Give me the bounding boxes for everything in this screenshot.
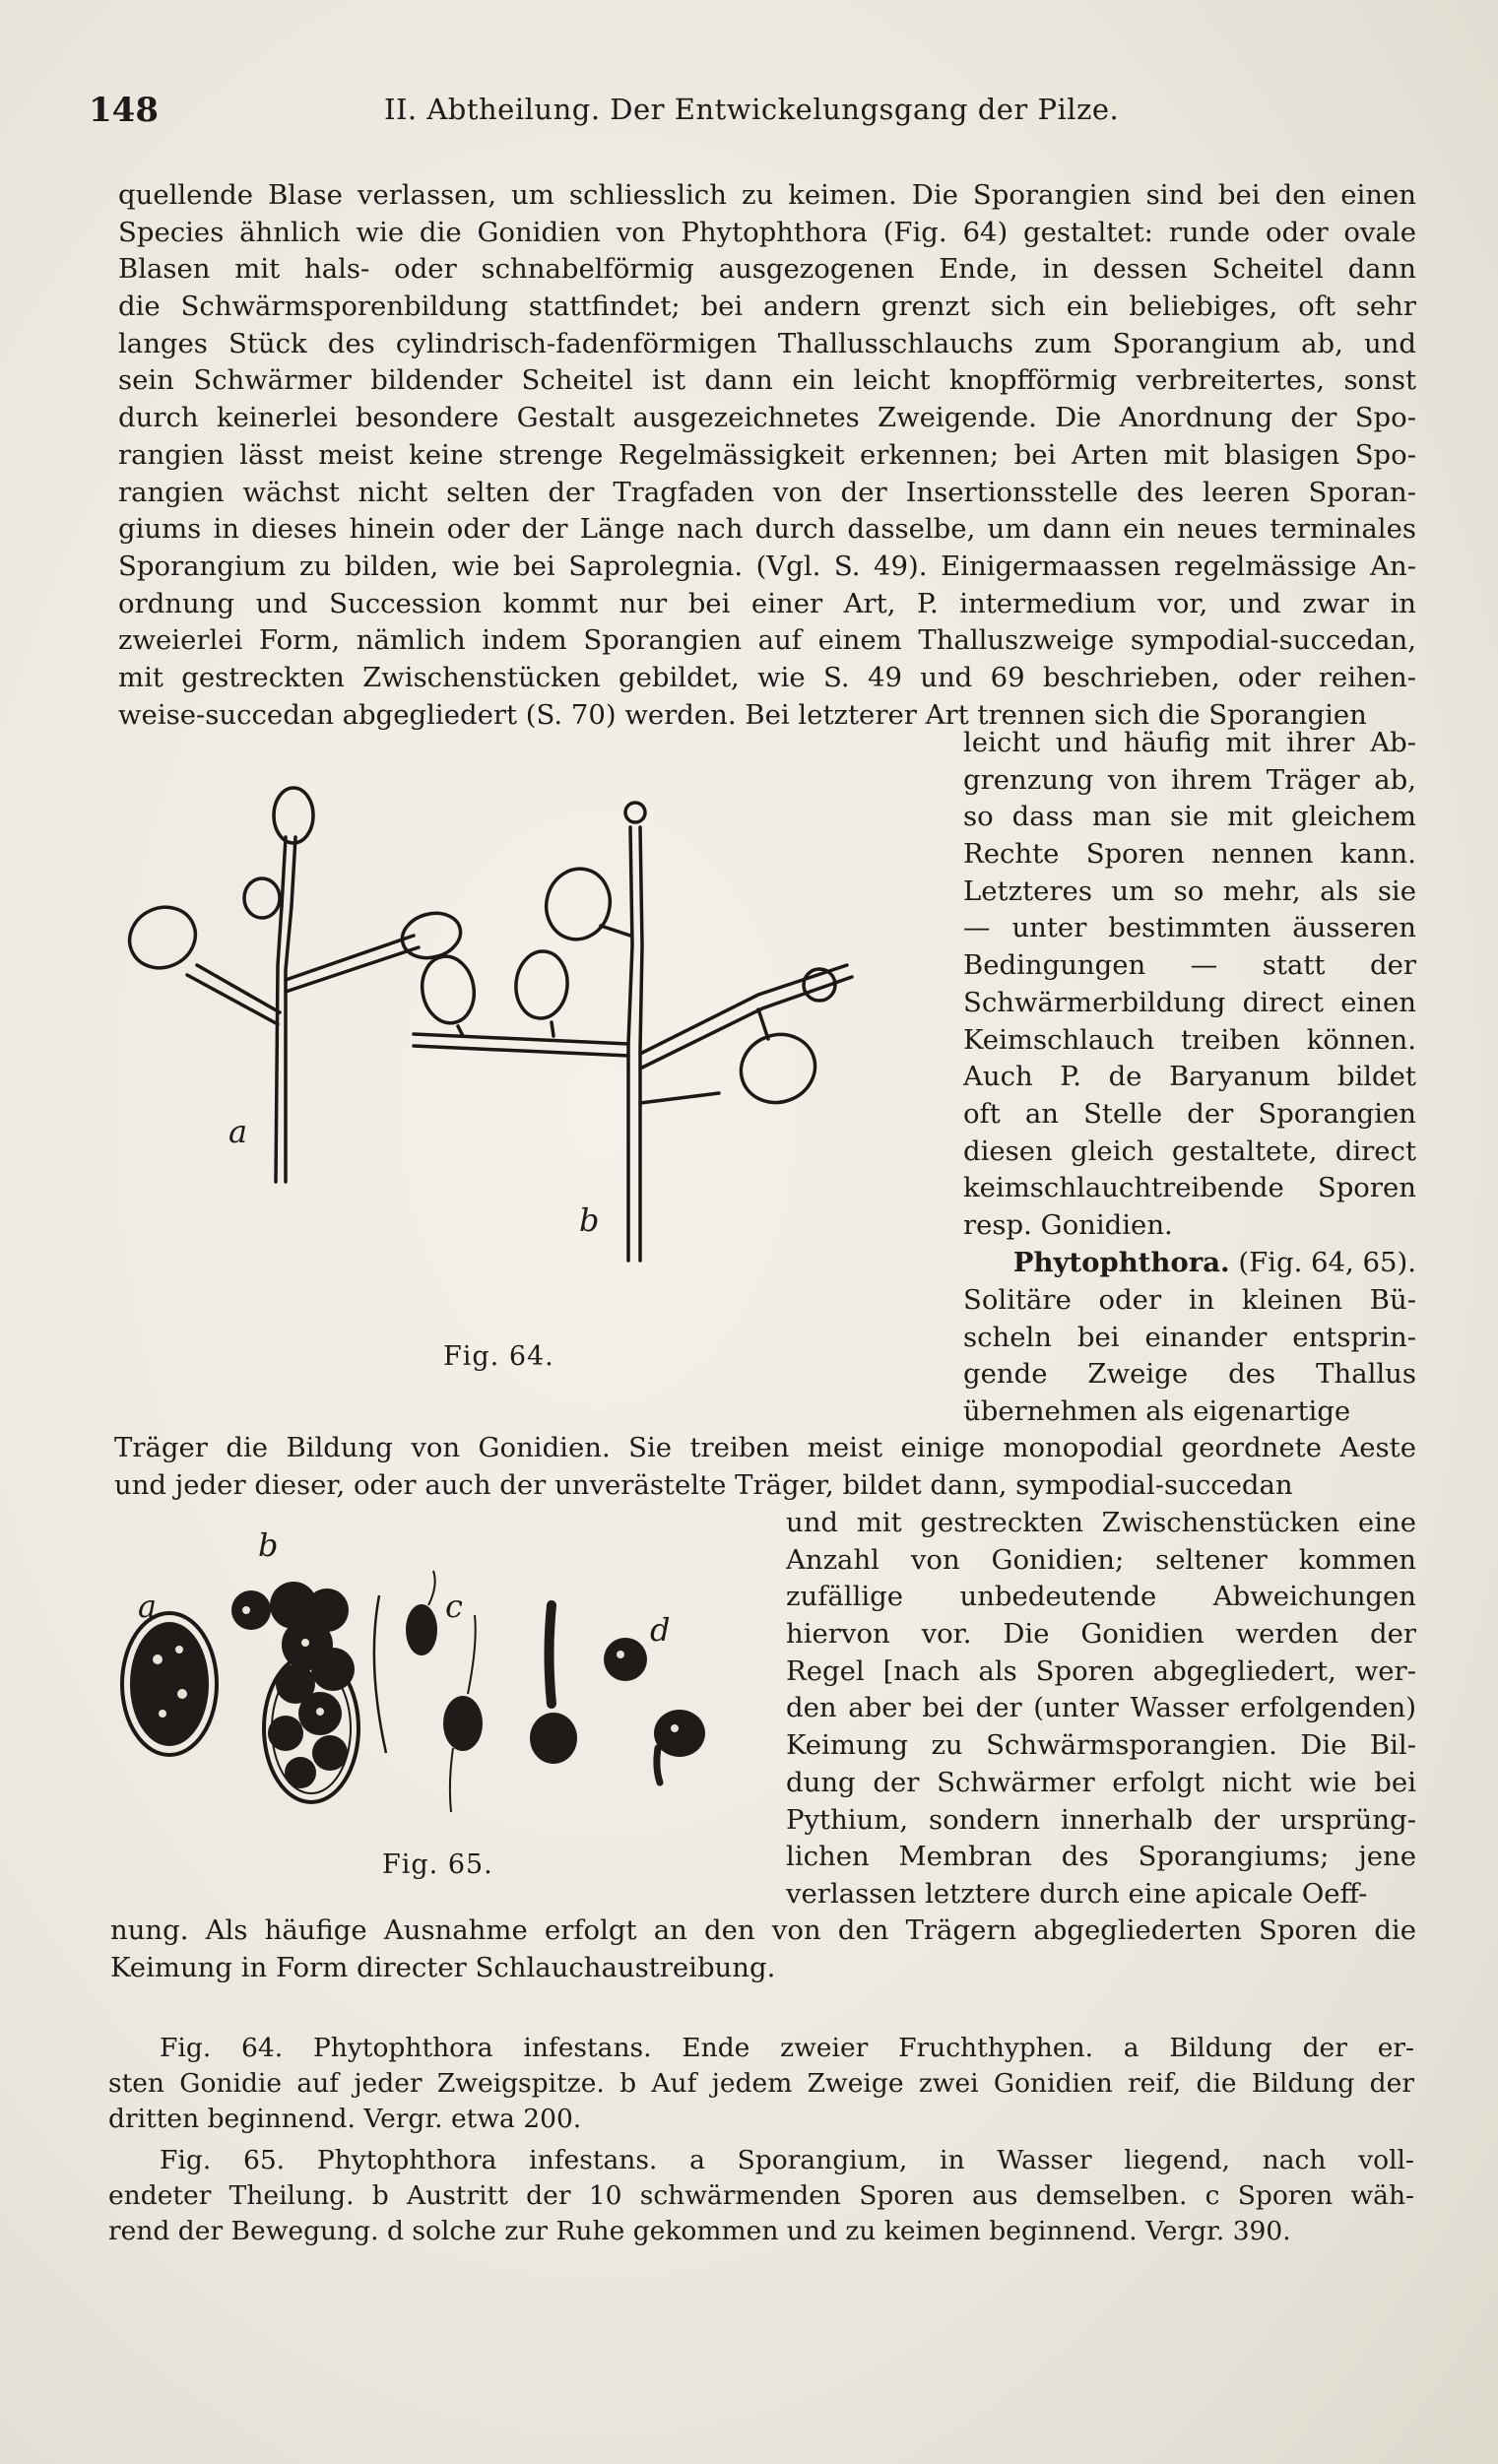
text-line: dung der Schwärmer erfolgt nicht wie bei bbox=[786, 1766, 1416, 1798]
caption-line: rend der Bewegung. d solche zur Ruhe gekommen und zu keimen beginnend. Vergr. 390. bbox=[108, 2216, 1291, 2246]
body-paragraph-middle bbox=[114, 1430, 1416, 1504]
text-line: Auch P. de Baryanum bildet bbox=[963, 1061, 1416, 1093]
fig65-drawing-a bbox=[122, 1613, 217, 1755]
page-header bbox=[0, 91, 1498, 140]
text-line: Keimung zu Schwärmsporangien. Die Bil- bbox=[786, 1729, 1416, 1762]
text-line: giums in dieses hinein oder der Länge nach durch dasselbe, um dann ein neues terminales bbox=[118, 513, 1416, 546]
caption-line: dritten beginnend. Vergr. etwa 200. bbox=[108, 2104, 582, 2134]
text-line: Keimung in Form directer Schlauchaustreibung. bbox=[110, 1951, 776, 1983]
text-line: zweierlei Form, nämlich indem Sporangien auf einem Thalluszweige sympodial-succedan, bbox=[118, 624, 1416, 657]
body-paragraph-right-3 bbox=[786, 1505, 1416, 1913]
section-heading-line bbox=[963, 1245, 1416, 1282]
fig65-letter-d: d bbox=[650, 1611, 671, 1649]
page-number: 148 bbox=[89, 91, 159, 130]
fig65-letter-c: c bbox=[445, 1588, 463, 1625]
text-line: lichen Membran des Sporangiums; jene bbox=[786, 1841, 1416, 1873]
text-line: nung. Als häufige Ausnahme erfolgt an den von den Trägern abgegliederten Sporen die bbox=[110, 1914, 1416, 1946]
text-line: langes Stück des cylindrisch-fadenförmigen Thallusschlauchs zum Sporangium ab, und bbox=[118, 327, 1416, 359]
text-line: — unter bestimmten äusseren bbox=[963, 912, 1416, 944]
running-title: II. Abtheilung. Der Entwickelungsgang der Pilze. bbox=[384, 93, 1120, 126]
body-paragraph-top bbox=[118, 177, 1416, 734]
text-line: die Schwärmsporenbildung stattfindet; bei andern grenzt sich ein beliebiges, oft sehr bbox=[118, 291, 1416, 323]
fig64-letter-a: a bbox=[228, 1113, 248, 1150]
text-line: Solitäre oder in kleinen Bü- bbox=[963, 1284, 1416, 1316]
text-line: Blasen mit hals- oder schnabelförmig ausgezogenen Ende, in dessen Scheitel dann bbox=[118, 253, 1416, 286]
fig65-drawing-b bbox=[231, 1582, 358, 1802]
text-line: Schwärmerbildung direct einen bbox=[963, 986, 1416, 1018]
figure-65-illustration bbox=[108, 1566, 719, 1851]
text-line: resp. Gonidien. bbox=[963, 1208, 1173, 1241]
body-paragraph-bottom bbox=[110, 1913, 1416, 1986]
text-line: Rechte Sporen nennen kann. bbox=[963, 838, 1416, 871]
text-line: übernehmen als eigenartige bbox=[963, 1395, 1351, 1428]
text-line: ordnung und Succession kommt nur bei einer Art, P. intermedium vor, und zwar in bbox=[118, 587, 1416, 619]
fig65-letter-b: b bbox=[258, 1526, 279, 1564]
fig65-label: Fig. 65. bbox=[382, 1849, 493, 1880]
text-line: keimschlauchtreibende Sporen bbox=[963, 1172, 1416, 1204]
fig65-letter-a: a bbox=[138, 1588, 158, 1625]
text-line: scheln bei einander entsprin- bbox=[963, 1321, 1416, 1353]
section-heading-ref: (Fig. 64, 65). bbox=[1238, 1247, 1416, 1278]
fig65-drawing-d bbox=[530, 1605, 705, 1783]
text-line: durch keinerlei besondere Gestalt ausgezeichnetes Zweigende. Die Anordnung der Spo- bbox=[118, 402, 1416, 434]
text-line: hiervon vor. Die Gonidien werden der bbox=[786, 1618, 1416, 1651]
text-line: Sporangium zu bilden, wie bei Saprolegnia. (Vgl. S. 49). Einigermaassen regelmässige An- bbox=[118, 550, 1416, 582]
fig64-letter-b: b bbox=[579, 1201, 600, 1239]
figure-65-caption bbox=[108, 2143, 1414, 2249]
caption-line: Fig. 65. Phytophthora infestans. a Sporangium, in Wasser liegend, nach voll- bbox=[160, 2145, 1414, 2175]
text-line: Letzteres um so mehr, als sie bbox=[963, 875, 1416, 907]
text-line: rangien wächst nicht selten der Tragfaden von der Insertionsstelle des leeren Sporan- bbox=[118, 476, 1416, 508]
text-line: verlassen letztere durch eine apicale Oeff- bbox=[786, 1877, 1368, 1910]
text-line: sein Schwärmer bildender Scheitel ist dann ein leicht knopfförmig verbreitertes, sonst bbox=[118, 364, 1416, 397]
text-line: leicht und häufig mit ihrer Ab- bbox=[963, 727, 1416, 758]
text-line: oft an Stelle der Sporangien bbox=[963, 1097, 1416, 1130]
text-line: rangien lässt meist keine strenge Regelmässigkeit erkennen; bei Arten mit blasigen Spo- bbox=[118, 438, 1416, 471]
text-line: und jeder dieser, oder auch der unverästelte Träger, bildet dann, sympodial-succedan bbox=[114, 1468, 1293, 1501]
caption-line: Fig. 64. Phytophthora infestans. Ende zweier Fruchthyphen. a Bildung der er- bbox=[160, 2033, 1414, 2063]
figure-64-illustration bbox=[89, 768, 916, 1320]
text-line: weise-succedan abgegliedert (S. 70) werden. Bei letzterer Art trennen sich die Sporangien bbox=[118, 698, 1367, 731]
text-line: quellende Blase verlassen, um schliesslich zu keimen. Die Sporangien sind bei den einen bbox=[118, 179, 1416, 211]
text-line: Species ähnlich wie die Gonidien von Phytophthora (Fig. 64) gestaltet: runde oder ovale bbox=[118, 216, 1416, 248]
figure-64-caption bbox=[108, 2031, 1414, 2137]
text-line: diesen gleich gestaltete, direct bbox=[963, 1135, 1416, 1167]
fig65-drawing-c bbox=[374, 1571, 483, 1812]
text-line: mit gestreckten Zwischenstücken gebildet, wie S. 49 und 69 beschrieben, oder reihen- bbox=[118, 661, 1416, 693]
text-line: so dass man sie mit gleichem bbox=[963, 801, 1416, 833]
text-line: den aber bei der (unter Wasser erfolgenden) bbox=[786, 1692, 1416, 1724]
caption-line: endeter Theilung. b Austritt der 10 schwärmenden Sporen aus demselben. c Sporen wäh- bbox=[108, 2180, 1414, 2211]
text-line: Pythium, sondern innerhalb der ursprüng- bbox=[786, 1803, 1416, 1836]
caption-line: sten Gonidie auf jeder Zweigspitze. b Auf jedem Zweige zwei Gonidien reif, die Bildung der bbox=[108, 2068, 1414, 2099]
body-paragraph-right-1 bbox=[963, 725, 1416, 1245]
text-line: Anzahl von Gonidien; seltener kommen bbox=[786, 1543, 1416, 1576]
text-line: gende Zweige des Thallus bbox=[963, 1358, 1416, 1391]
body-paragraph-right-2 bbox=[963, 1282, 1416, 1431]
text-line: zufällige unbedeutende Abweichungen bbox=[786, 1581, 1416, 1613]
text-line: Regel [nach als Sporen abgegliedert, wer- bbox=[786, 1654, 1416, 1687]
text-line: Keimschlauch treiben können. bbox=[963, 1023, 1416, 1056]
text-line: und mit gestreckten Zwischenstücken eine bbox=[786, 1507, 1416, 1538]
text-line: Träger die Bildung von Gonidien. Sie treiben meist einige monopodial geordnete Aeste bbox=[114, 1432, 1416, 1463]
section-heading: Phytophthora. bbox=[1012, 1247, 1230, 1278]
text-line: grenzung von ihrem Träger ab, bbox=[963, 763, 1416, 796]
text-line: Bedingungen — statt der bbox=[963, 949, 1416, 982]
fig64-label: Fig. 64. bbox=[443, 1341, 554, 1372]
